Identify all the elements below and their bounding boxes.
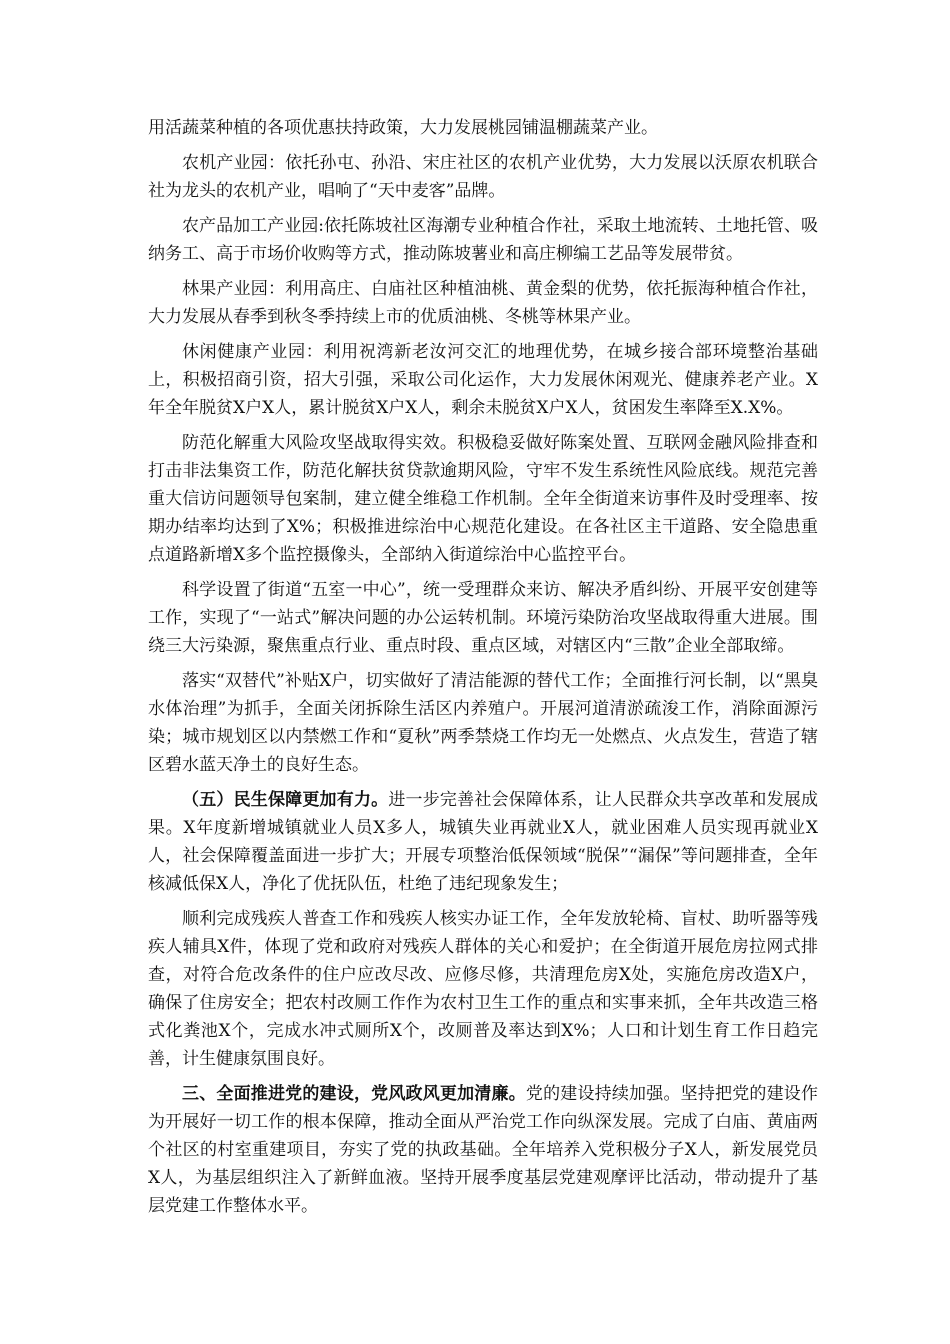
paragraph-text: 休闲健康产业园：利用祝湾新老汝河交汇的地理优势，在城乡接合部环境整治基础上，积极招商引资，招大引强，采取公司化运作，大力发展休闲观光、健康养老产业。X年全年脱贫X户X人，累计脱贫X户X人，剩余未脱贫X户X人，贫困发生率降至X.X%。 — [148, 342, 818, 418]
paragraph — [148, 149, 818, 205]
paragraph-lead: 三、全面推进党的建设，党风政风更加清廉。 — [182, 1084, 526, 1104]
paragraph — [148, 1080, 818, 1220]
paragraph-text: 进一步完善社会保障体系，让人民群众共享改革和发展成果。X年度新增城镇就业人员X多人，城镇失业再就业X人，就业困难人员实现再就业X人，社会保障覆盖面进一步扩大；开展专项整治低保领域“脱保”“漏保”等问题排查，全年核减低保X人，净化了优抚队伍，杜绝了违纪现象发生； — [148, 790, 819, 894]
paragraph — [148, 338, 818, 422]
paragraph-text: 林果产业园：利用高庄、白庙社区种植油桃、黄金梨的优势，依托振海种植合作社，大力发展从春季到秋冬季持续上市的优质油桃、冬桃等林果产业。 — [148, 279, 818, 327]
paragraph-text: 防范化解重大风险攻坚战取得实效。积极稳妥做好陈案处置、互联网金融风险排查和打击非法集资工作，防范化解扶贫贷款逾期风险，守牢不发生系统性风险底线。规范完善重大信访问题领导包案制，建立健全维稳工作机制。全年全街道来访事件及时受理率、按期办结率均达到了X%；积极推进综治中心规范化建设。在各社区主干道路、安全隐患重点道路新增X多个监控摄像头，全部纳入街道综治中心监控平台。 — [148, 433, 818, 565]
paragraph — [148, 667, 818, 779]
paragraph-text: 农机产业园：依托孙屯、孙沿、宋庄社区的农机产业优势，大力发展以沃原农机联合社为龙头的农机产业，唱响了“天中麦客”品牌。 — [148, 153, 818, 201]
paragraph-text: 用活蔬菜种植的各项优惠扶持政策，大力发展桃园铺温棚蔬菜产业。 — [148, 118, 658, 138]
paragraph — [148, 114, 818, 142]
paragraph-lead: （五）民生保障更加有力。 — [182, 790, 389, 810]
paragraph-text: 科学设置了街道“五室一中心”，统一受理群众来访、解决矛盾纠纷、开展平安创建等工作，实现了“一站式”解决问题的办公运转机制。环境污染防治攻坚战取得重大进展。围绕三大污染源，聚焦重点行业、重点时段、重点区域，对辖区内“三散”企业全部取缔。 — [148, 580, 818, 656]
paragraph-text: 党的建设持续加强。坚持把党的建设作为开展好一切工作的根本保障，推动全面从严治党工作向纵深发展。完成了白庙、黄庙两个社区的村室重建项目，夯实了党的执政基础。全年培养入党积极分子X人，新发展党员X人，为基层组织注入了新鲜血液。坚持开展季度基层党建观摩评比活动，带动提升了基层党建工作整体水平。 — [148, 1084, 819, 1216]
paragraph — [148, 905, 818, 1073]
paragraph — [148, 786, 818, 898]
paragraph-text: 农产品加工产业园:依托陈坡社区海潮专业种植合作社，采取土地流转、土地托管、吸纳务工、高于市场价收购等方式，推动陈坡薯业和高庄柳编工艺品等发展带贫。 — [148, 216, 818, 264]
paragraph-text: 顺利完成残疾人普查工作和残疾人核实办证工作，全年发放轮椅、盲杖、助听器等残疾人辅具X件，体现了党和政府对残疾人群体的关心和爱护；在全街道开展危房拉网式排查，对符合危改条件的住户应改尽改、应修尽修，共清理危房X处，实施危房改造X户，确保了住房安全；把农村改厕工作作为农村卫生工作的重点和实事来抓，全年共改造三格式化粪池X个，完成水冲式厕所X个，改厕普及率达到X%；人口和计划生育工作日趋完善，计生健康氛围良好。 — [148, 909, 818, 1069]
paragraph — [148, 576, 818, 660]
paragraph — [148, 275, 818, 331]
paragraph — [148, 212, 818, 268]
paragraph — [148, 429, 818, 569]
document-body — [148, 114, 818, 1227]
paragraph-text: 落实“双替代”补贴X户，切实做好了清洁能源的替代工作；全面推行河长制，以“黑臭水体治理”为抓手，全面关闭拆除生活区内养殖户。开展河道清淤疏浚工作，消除面源污染；城市规划区以内禁燃工作和“夏秋”两季禁烧工作均无一处燃点、火点发生，营造了辖区碧水蓝天净土的良好生态。 — [148, 671, 818, 775]
